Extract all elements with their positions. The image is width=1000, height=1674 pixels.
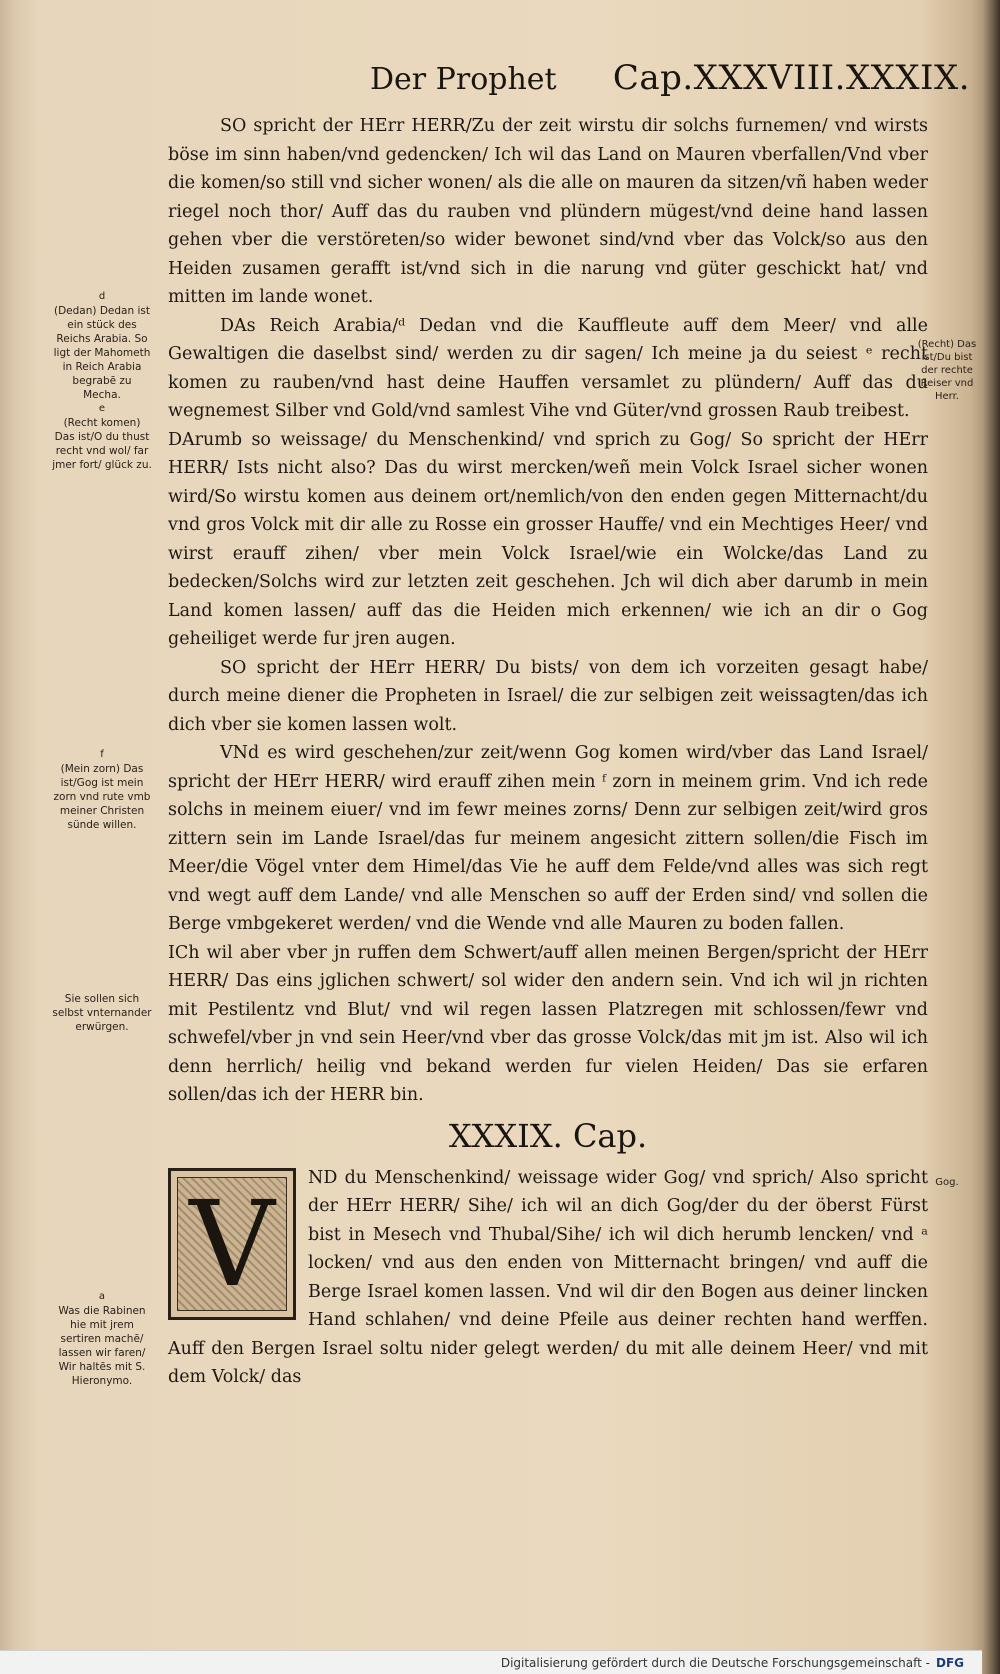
book-spine-edge: [982, 0, 1000, 1674]
margin-note-e: [52, 402, 152, 472]
paragraph-2: DAs Reich Arabia/ᵈ Dedan vnd die Kauffleute auff dem Meer/ vnd alle Gewaltigen die daselbst sind/ werden zu dir sagen/ Ich meine ja du seiest ᵉ recht komen zu rauben/vnd hast deine Hauffen versamlet zu plündern/ Auff das du wegnemest Silber vnd Gold/vnd samlest Vihe vnd Güter/vnd grossen Raub treibest.: [168, 315, 928, 421]
main-text-column: [168, 112, 928, 1392]
note-text: (Recht komen) Das ist/O du thust recht vnd wol/ far jmer fort/ glück zu.: [52, 417, 152, 471]
margin-note-a: [52, 1290, 152, 1388]
note-marker: e: [98, 403, 106, 414]
margin-note-recht: [912, 338, 982, 403]
note-text: Sie sollen sich selbst vnternander erwürgen.: [52, 993, 152, 1033]
margin-note-d: [52, 290, 152, 402]
chapter-number: Cap.XXXVIII.XXXIX.: [612, 58, 970, 98]
running-title: Der Prophet: [370, 62, 557, 97]
note-marker: a: [98, 1291, 106, 1302]
margin-note-gog: [912, 1176, 982, 1189]
dfg-logo: DFG: [935, 1655, 964, 1670]
note-marker: d: [98, 291, 106, 302]
chapter-heading: XXXIX. Cap.: [448, 1116, 648, 1155]
paragraph-5: VNd es wird geschehen/zur zeit/wenn Gog komen wird/vber das Land Israel/ spricht der HErr HERR/ wird erauff zihen mein ᶠ zorn in meinem grim. Vnd ich rede solchs in meinem eiuer/ vnd im fewr meines zorns/ Denn zur selbigen zeit/wird gros zittern sein im Lande Israel/das fur meinem angesicht zittern sollen/die Fisch im Meer/die Vögel vnter dem Himel/das Vie he auff dem Felde/vnd alles was sich regt vnd wegt auff dem Lande/ vnd alle Menschen so auff der Erden sind/ vnd sollen die Berge vmbgekeret werden/ vnd die Wende vnd alle Mauren zu boden fallen.: [168, 743, 928, 934]
note-text: Was die Rabinen hie mit jrem sertiren machē/ lassen wir faren/ Wir haltēs mit S. Hieronymo.: [58, 1305, 146, 1387]
chapter-39-paragraph: [168, 1164, 928, 1392]
footer-credit: Digitalisierung gefördert durch die Deutsche Forschungsgemeinschaft -: [500, 1655, 930, 1670]
chapter-39-text: ND du Menschenkind/ weissage wider Gog/ vnd sprich/ Also spricht der HErr HERR/ Sihe/ ich wil an dich Gog/der du der öberst Fürst bist in Mesech vnd Thubal/Sihe/ ich wil dich herumb lencken/ vnd ᵃ locken/ vnd aus den enden von Mitternacht bringen/ vnd auff die Berge Israel komen lassen. Vnd wil dir den Bogen aus deiner lincken Hand schlahen/ vnd deine Pfeile aus deiner rechten hand werffen. Auff den Bergen Israel soltu nider gelegt werden/ du mit alle deinem Heer/ vnd mit dem Volck/ das: [168, 1167, 928, 1387]
note-text: (Mein zorn) Das ist/Gog ist mein zorn vnd rute vmb meiner Christen sünde willen.: [53, 763, 151, 831]
digitization-footer: [0, 1650, 982, 1674]
note-text: (Dedan) Dedan ist ein stück des Reichs Arabia. So ligt der Mahometh in Reich Arabia begrabē zu Mecha.: [53, 305, 151, 401]
note-text: (Recht) Das ist/Du bist der rechte Reiser vnd Herr.: [917, 339, 977, 402]
paragraph-4: SO spricht der HErr HERR/ Du bists/ von dem ich vorzeiten gesagt habe/ durch meine diener die Propheten in Israel/ die zur selbigen zeit weissagten/das ich dich vber sie komen lassen wolt.: [168, 657, 928, 735]
margin-note-schwert: [52, 992, 152, 1034]
woodcut-initial: [168, 1168, 296, 1320]
running-header: [370, 58, 970, 98]
paragraph-1: SO spricht der HErr HERR/Zu der zeit wirstu dir solchs furnemen/ vnd wirsts böse im sinn haben/vnd gedencken/ Ich wil das Land on Mauren vberfallen/Vnd vber die komen/so still vnd sicher wonen/ als die alle on mauren da sitzen/vñ haben weder riegel noch thor/ Auff das du rauben vnd plündern mügest/vnd deine hand lassen gehen vber die verstöreten/so wider bewonet sind/vnd vber das Volck/so aus den Heiden zusamen gerafft ist/vnd sich in die narung vnd güter geschickt hat/ vnd mitten im lande wonet.: [168, 116, 928, 307]
margin-note-f: [52, 748, 152, 832]
paragraph-3: DArumb so weissage/ du Menschenkind/ vnd sprich zu Gog/ So spricht der HErr HERR/ Ists nicht also? Das du wirst mercken/weñ mein Volck Israel sicher wonen wird/So wirstu komen aus deinem ort/nemlich/von den enden gegen Mitternacht/du vnd gros Volck mit dir alle zu Rosse ein grosser Hauffe/ vnd ein Mechtiges Heer/ vnd wirst erauff zihen/ vber mein Volck Israel/wie ein Wolcke/das Land zu bedecken/Solchs wird zur letzten zeit geschehen. Jch wil dich aber darumb in mein Land komen lassen/ auff das die Heiden mich erkennen/ wie ich an dir o Gog geheiliget werde fur jren augen.: [168, 429, 928, 649]
paragraph-6: ICh wil aber vber jn ruffen dem Schwert/auff allen meinen Bergen/spricht der HErr HERR/ Das eins jglichen schwert/ sol wider den andern sein. Vnd ich wil jn richten mit Pestilentz vnd Blut/ vnd wil regen lassen Platzregen mit schlossen/fewr vnd schwefel/vber jn vnd sein Heer/vnd vber das grosse Volck/das mit jm ist. Also wil ich denn herrlich/ heilig vnd bekand werden fur vielen Heiden/ Das sie erfaren sollen/das ich der HERR bin.: [168, 942, 928, 1105]
note-text: Gog.: [935, 1177, 959, 1188]
initial-letter: V: [189, 1174, 275, 1313]
note-marker: f: [100, 749, 104, 760]
